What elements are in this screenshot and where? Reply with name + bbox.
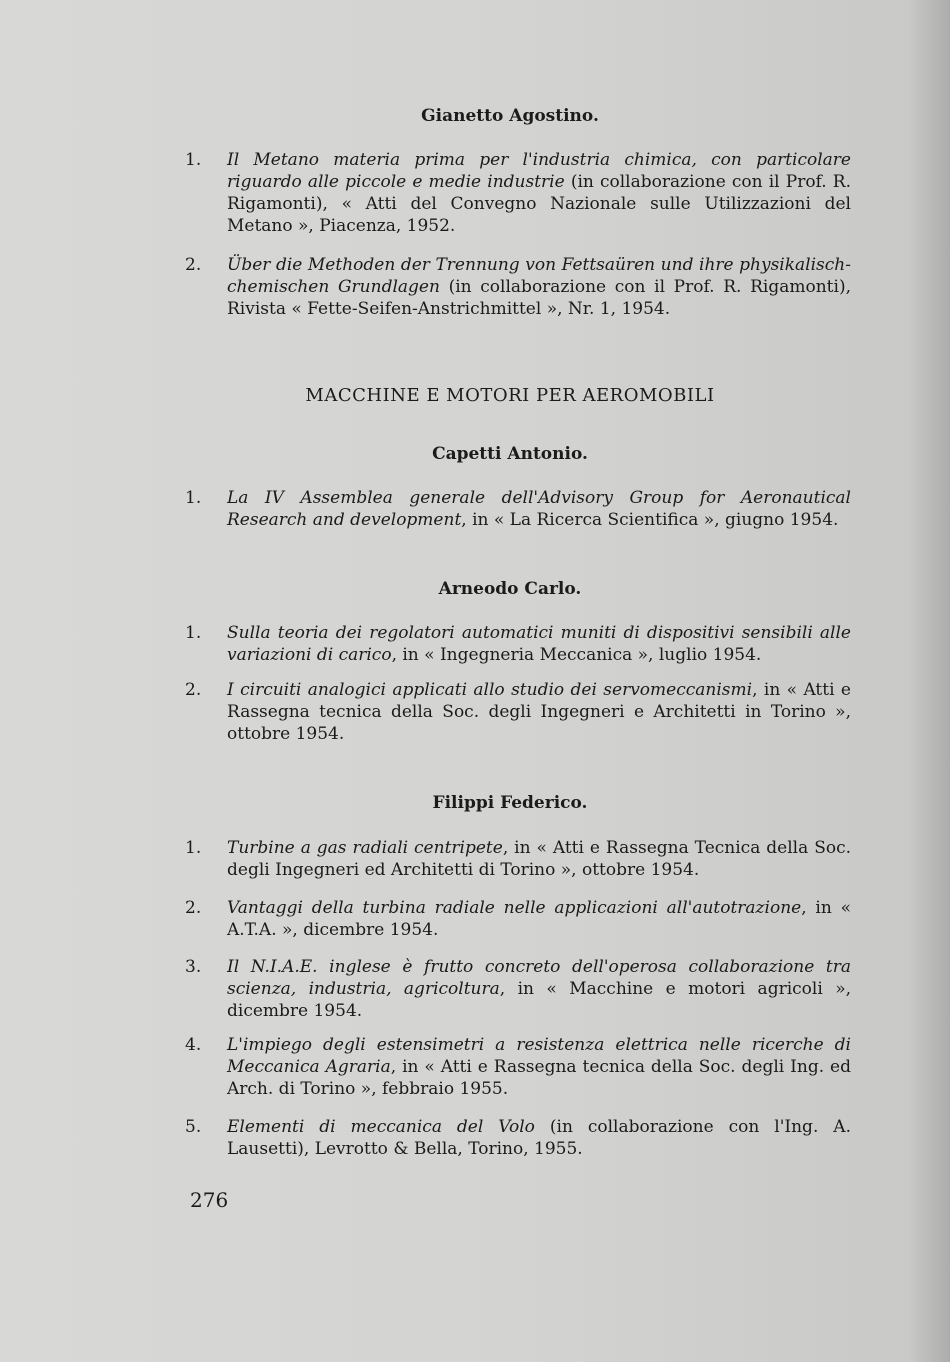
- entry-title: Über die Methoden der Trennung von Fettsaüren und ihre physikalisch-chemischen Grundlagen: [227, 255, 851, 297]
- bibliography-entry: [185, 1116, 851, 1160]
- entry-number: 1.: [185, 838, 202, 858]
- entry-details: , in « Macchine e motori agricoli », dicembre 1954.: [227, 979, 852, 1021]
- entry-details: (in collaborazione con il Prof. R. Rigamonti), « Atti del Convegno Nazionale sulle Utilizzazioni del Metano », Piacenza, 1952.: [227, 172, 851, 236]
- bibliography-entry: [185, 622, 851, 666]
- entry-details: , in « Atti e Rassegna tecnica della Soc. degli Ing. ed Arch. di Torino », febbraio 1955.: [227, 1057, 851, 1099]
- entry-number: 2.: [185, 680, 202, 700]
- entry-details: , in « La Ricerca Scientifica », giugno 1954.: [461, 510, 839, 530]
- entry-title: I circuiti analogici applicati allo studio dei servomeccanismi: [227, 680, 753, 700]
- entry-title: Sulla teoria dei regolatori automatici muniti di dispositivi sensibili alle variazioni di carico: [227, 623, 851, 665]
- entry-details: , in « A.T.A. », dicembre 1954.: [227, 898, 851, 940]
- entry-title: La IV Assemblea generale dell'Advisory Group for Aeronautical Research and development: [227, 488, 851, 530]
- entry-number: 2.: [185, 255, 202, 275]
- bibliography-entry: [185, 254, 851, 320]
- author-heading: Filippi Federico.: [432, 793, 588, 813]
- author-heading: Capetti Antonio.: [432, 444, 588, 464]
- entry-number: 1.: [185, 150, 202, 170]
- entry-details: (in collaborazione con il Prof. R. Rigamonti), Rivista « Fette-Seifen-Anstrichmittel », Nr. 1, 1954.: [227, 277, 851, 319]
- bibliography-entry: [185, 956, 851, 1022]
- page-number: 276: [190, 1188, 229, 1212]
- bibliography-entry: [185, 837, 851, 881]
- bibliography-entry: [185, 1034, 851, 1100]
- entry-number: 3.: [185, 957, 202, 977]
- entry-number: 4.: [185, 1035, 202, 1055]
- entry-details: (in collaborazione con l'Ing. A. Lausetti), Levrotto & Bella, Torino, 1955.: [227, 1117, 851, 1159]
- section-title: MACCHINE E MOTORI PER AEROMOBILI: [305, 385, 715, 406]
- entry-title: Turbine a gas radiali centripete: [227, 838, 503, 858]
- page-edge-shadow: [908, 0, 950, 1362]
- entry-number: 1.: [185, 623, 202, 643]
- entry-number: 5.: [185, 1117, 202, 1137]
- entry-number: 1.: [185, 488, 202, 508]
- bibliography-entry: [185, 897, 851, 941]
- entry-details: , in « Atti e Rassegna tecnica della Soc. degli Ingegneri e Architetti in Torino », ottobre 1954.: [227, 680, 851, 744]
- entry-details: , in « Atti e Rassegna Tecnica della Soc. degli Ingegneri ed Architetti di Torino », ottobre 1954.: [227, 838, 851, 880]
- bibliography-entry: [185, 679, 851, 745]
- author-heading: Arneodo Carlo.: [438, 579, 582, 599]
- entry-title: Il N.I.A.E. inglese è frutto concreto dell'operosa collaborazione tra scienza, industria, agricoltura: [227, 957, 851, 999]
- entry-details: , in « Ingegneria Meccanica », luglio 1954.: [391, 645, 762, 665]
- author-heading: Gianetto Agostino.: [421, 106, 599, 126]
- entry-title: L'impiego degli estensimetri a resistenza elettrica nelle ricerche di Meccanica Agraria: [227, 1035, 851, 1077]
- bibliography-entry: [185, 487, 851, 531]
- entry-number: 2.: [185, 898, 202, 918]
- bibliography-entry: [185, 149, 851, 237]
- entry-title: Il Metano materia prima per l'industria chimica, con particolare riguardo alle piccole e medie industrie: [227, 150, 851, 192]
- entry-title: Vantaggi della turbina radiale nelle applicazioni all'autotrazione: [227, 898, 802, 918]
- entry-title: Elementi di meccanica del Volo: [227, 1117, 535, 1137]
